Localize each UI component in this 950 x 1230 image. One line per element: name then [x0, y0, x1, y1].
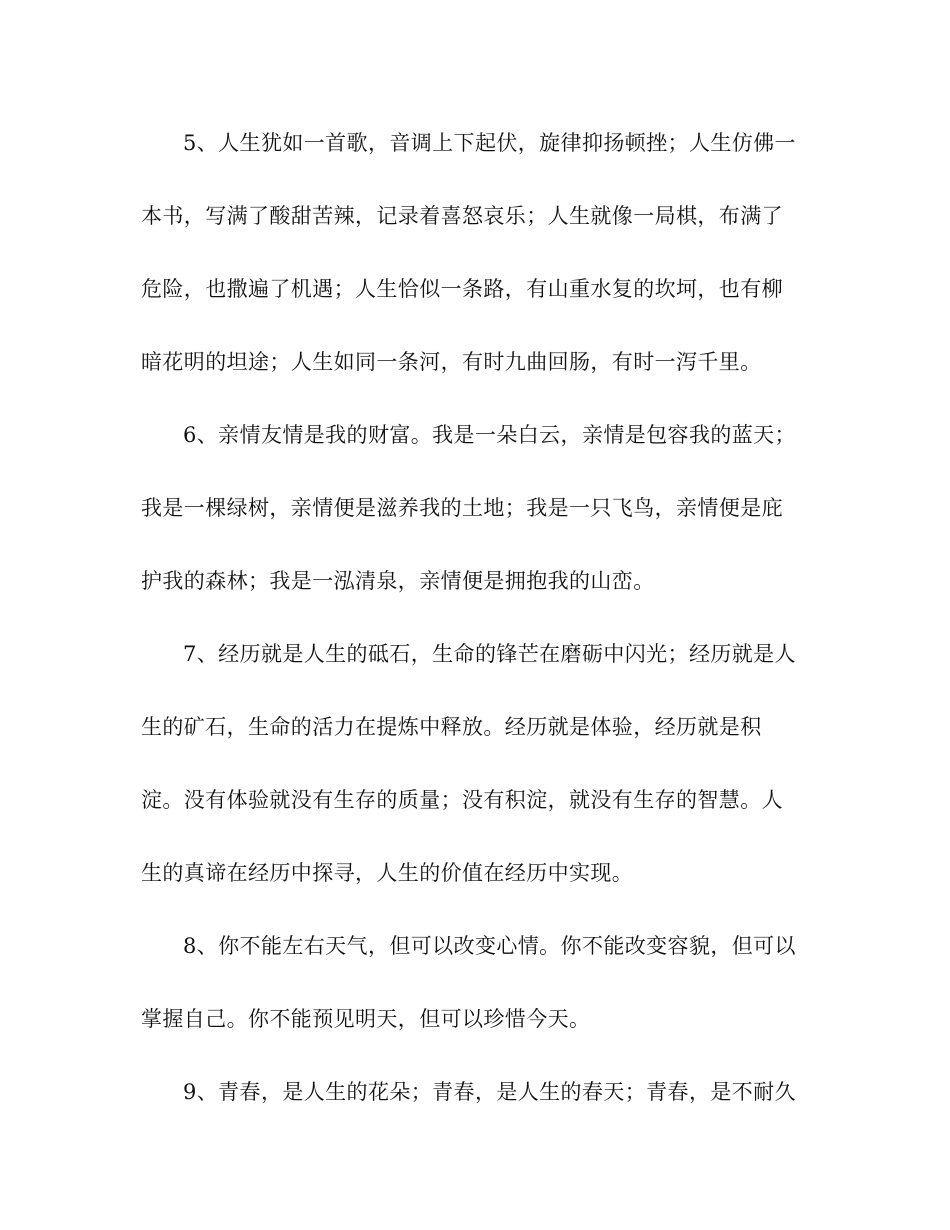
paragraph-5-line-2: 本书，写满了酸甜苦辣，记录着喜怒哀乐；人生就像一局棋，布满了	[141, 204, 783, 228]
paragraph-7-line-1: 7、经历就是人生的砥石，生命的锋芒在磨砺中闪光；经历就是人	[183, 642, 796, 666]
paragraph-7-line-3: 淀。没有体验就没有生存的质量；没有积淀，就没有生存的智慧。人	[141, 788, 783, 812]
paragraph-6-line-3: 护我的森林；我是一泓清泉，亲情便是拥抱我的山峦。	[141, 569, 655, 593]
paragraph-5-line-3: 危险，也撒遍了机遇；人生恰似一条路，有山重水复的坎坷，也有柳	[141, 277, 783, 301]
paragraph-9-line-1: 9、青春，是人生的花朵；青春，是人生的春天；青春，是不耐久	[183, 1080, 796, 1104]
paragraph-5-line-4: 暗花明的坦途；人生如同一条河，有时九曲回肠，有时一泻千里。	[141, 350, 762, 374]
paragraph-7-line-4: 生的真谛在经历中探寻，人生的价值在经历中实现。	[141, 861, 634, 885]
paragraph-6-line-1: 6、亲情友情是我的财富。我是一朵白云，亲情是包容我的蓝天；	[183, 423, 796, 447]
paragraph-5-line-1: 5、人生犹如一首歌，音调上下起伏，旋律抑扬顿挫；人生仿佛一	[183, 131, 796, 155]
paragraph-8-line-1: 8、你不能左右天气，但可以改变心情。你不能改变容貌，但可以	[183, 934, 796, 958]
paragraph-6-line-2: 我是一棵绿树，亲情便是滋养我的土地；我是一只飞鸟，亲情便是庇	[141, 496, 783, 520]
paragraph-8-line-2: 掌握自己。你不能预见明天，但可以珍惜今天。	[141, 1007, 591, 1031]
paragraph-7-line-2: 生的矿石，生命的活力在提炼中释放。经历就是体验，经历就是积	[141, 715, 762, 739]
